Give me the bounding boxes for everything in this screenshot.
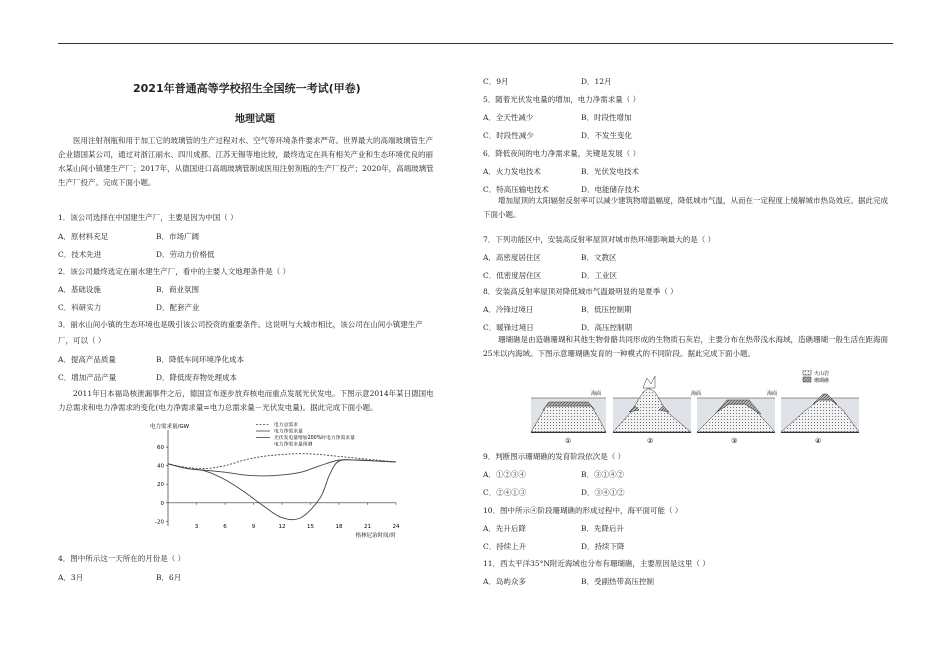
reef-stage-4	[767, 390, 859, 433]
x-tick-label: 18	[335, 524, 343, 530]
option-11a: A．岛屿众多	[483, 577, 526, 586]
sea-label-2: 海面	[691, 391, 702, 397]
option-3b: B．降低车间环境净化成本	[156, 355, 245, 364]
option-6b: B．光伏发电技术	[581, 167, 640, 176]
stage-label-4: ④	[815, 437, 822, 445]
stage-label-3: ③	[731, 437, 738, 445]
option-9b: B．③①④②	[581, 470, 625, 479]
option-10c: C．持续上升	[483, 542, 527, 551]
option-4b: B．6月	[156, 573, 182, 582]
subject-title: 地理试题	[235, 114, 275, 125]
electricity-demand-chart	[146, 418, 426, 546]
option-1a: A．原材料充足	[58, 232, 109, 241]
x-tick-label: 12	[278, 524, 286, 530]
question-3-line1: 3．丽水山间小镇的生态环境也是吸引该公司投资的重要条件。这说明与大城市相比，该公司在山间小镇建生产	[58, 320, 423, 329]
option-10d: D．持续下降	[581, 542, 625, 551]
question-8: 8．安装高反射率屋顶对降低城市气温最明显的是夏季（ ）	[483, 287, 678, 296]
question-1: 1．该公司选择在中国建生产厂，主要是因为中国（ ）	[58, 213, 238, 222]
stage-label-2: ②	[647, 437, 654, 445]
series-line-3	[168, 460, 396, 520]
option-6c: C．特高压输电技术	[483, 185, 549, 194]
option-9a: A．①②③④	[483, 470, 526, 479]
option-2b: B．商业氛围	[156, 285, 200, 294]
stage-label-1: ①	[565, 437, 572, 445]
x-tick-label: 9	[251, 524, 256, 530]
option-5a: A．全天性减少	[483, 113, 534, 122]
option-1b: B．市场广阔	[156, 232, 200, 241]
option-2d: D．配套产业	[156, 303, 200, 312]
option-5c: C．时段性减少	[483, 131, 534, 140]
passage-1: 医用注射剂瓶和用于加工它的玻璃管的生产过程对水、空气等环境条件要求严苛。世界最大的高端玻璃管生产企业德国某公司，通过对浙江丽水、四川成都、江苏无锡等地比较，最终选定在具有相关产业和生态环境优良的丽水某山间小镇建生产厂；2017年，从德国进口高端玻璃管制成医用注射剂瓶的生产厂投产；2020年，高端玻璃管生产厂投产。完成下面小题。	[58, 136, 434, 187]
legend-volcanic-label: 火山岩	[814, 371, 830, 377]
option-4d: D．12月	[581, 77, 612, 86]
option-10b: B．先降后升	[581, 524, 625, 533]
passage-3: 增加屋顶的太阳辐射反射率可以减少建筑物增温幅度，降低城市气温，从而在一定程度上缓解城市热岛效应。据此完成下面小题。	[483, 196, 888, 219]
option-6d: D．电能储存技术	[581, 185, 640, 194]
option-7a: A．高密度居住区	[483, 253, 541, 262]
option-9c: C．②④①③	[483, 488, 527, 497]
question-10: 10．图中所示④阶段珊瑚礁的形成过程中，海平面可能（ ）	[483, 506, 683, 515]
option-11b: B．受副热带高压控制	[581, 577, 655, 586]
x-tick-label: 15	[307, 524, 314, 530]
question-2: 2．该公司最终选定在丽水建生产厂，看中的主要人文地理条件是（ ）	[58, 267, 291, 276]
legend-label: 光伏发电量增加200%时电力净需求量	[274, 436, 355, 441]
option-5b: B．时段性增加	[581, 113, 632, 122]
x-tick-label: 24	[392, 524, 400, 530]
coral-reef-figure	[531, 370, 861, 446]
option-7d: D．工业区	[581, 271, 618, 280]
y-tick-label: 60	[157, 445, 164, 452]
reef-stage-1	[531, 390, 606, 433]
legend-label: 电力净需求量预测	[274, 442, 313, 448]
sea-label-3: 海面	[767, 391, 778, 397]
option-8c: C．暖锋过境日	[483, 323, 534, 332]
reef-stage-2	[613, 376, 691, 433]
option-7b: B．文教区	[581, 253, 617, 262]
sea-label-1: 海面	[591, 391, 602, 397]
option-3d: D．降低废弃物处理成本	[156, 373, 238, 382]
option-7c: C．低密度居住区	[483, 271, 542, 280]
legend-coral-label: 珊瑚礁	[814, 378, 830, 384]
option-10a: A．先升后降	[483, 524, 526, 533]
y-tick-label: -20	[155, 519, 164, 526]
option-1d: D．劳动力价格低	[156, 250, 215, 259]
option-4c: C．9月	[483, 77, 509, 86]
option-5d: D．不发生变化	[581, 131, 633, 140]
reef-stage-3	[691, 390, 778, 433]
option-3a: A．提高产品质量	[58, 355, 116, 364]
y-tick-label: 40	[157, 463, 164, 470]
y-tick-label: 20	[157, 482, 164, 489]
question-9: 9．判断图示珊瑚礁的发育阶段依次是（ ）	[483, 452, 626, 461]
y-axis-label: 电力需求量/GW	[150, 424, 190, 430]
x-tick-label: 6	[223, 524, 227, 530]
option-6a: A．火力发电技术	[483, 167, 541, 176]
x-tick-label: 3	[194, 524, 199, 530]
passage-4: 珊瑚礁是由造礁珊瑚和其他生物骨骼共同形成的生物质石灰岩，主要分布在热带浅水海域，造礁珊瑚一般生活在距海面25米以内海域。下图示意珊瑚礁发育的一种模式的不同阶段。据此完成下面小题。	[483, 335, 888, 358]
option-8a: A．冷锋过境日	[483, 305, 534, 314]
x-axis-label: 格林尼治时间/时	[355, 533, 396, 539]
legend-label: 电力净需求量	[274, 429, 303, 435]
y-tick-label: 0	[160, 500, 164, 507]
option-8d: D．高压控制期	[581, 323, 633, 332]
legend-volcanic-swatch	[803, 370, 811, 375]
question-7: 7．下列功能区中，安装高反射率屋顶对城市热环境影响最大的是（ ）	[483, 235, 716, 244]
question-4: 4．图中所示这一天所在的月份是（ ）	[58, 554, 186, 563]
option-4a: A．3月	[58, 573, 84, 582]
legend-coral-swatch	[803, 377, 811, 382]
question-3-line2: 厂，可以（ ）	[58, 336, 106, 345]
question-6: 6．降低夜间的电力净需求量，关键是发展（ ）	[483, 149, 641, 158]
option-9d: D．③④①②	[581, 488, 625, 497]
exam-title: 2021年普通高等学校招生全国统一考试(甲卷)	[133, 82, 361, 95]
header-rule	[58, 43, 893, 44]
option-2a: A．基础设施	[58, 285, 101, 294]
option-1c: C．技术先进	[58, 250, 102, 259]
question-5: 5．随着光伏发电量的增加，电力净需求量（ ）	[483, 95, 641, 104]
option-3c: C．增加产品产量	[58, 373, 117, 382]
legend-label: 电力总需求	[274, 423, 298, 428]
option-2c: C．科研实力	[58, 303, 102, 312]
option-8b: B．低压控制期	[581, 305, 632, 314]
x-tick-label: 21	[364, 524, 371, 530]
series-line-1	[168, 454, 396, 469]
question-11: 11．西太平洋35°N附近海域也分布有珊瑚礁，主要原因是这里（ ）	[483, 559, 710, 568]
series-line-2	[168, 460, 396, 476]
passage-2: 2011年日本福岛核泄漏事件之后，德国宣布逐步放弃核电而重点发展光伏发电。下图示意2014年某日德国电力总需求和电力净需求的变化(电力净需求量=电力总需求量－光伏发电量)。据此完成下面小题。	[58, 389, 434, 412]
